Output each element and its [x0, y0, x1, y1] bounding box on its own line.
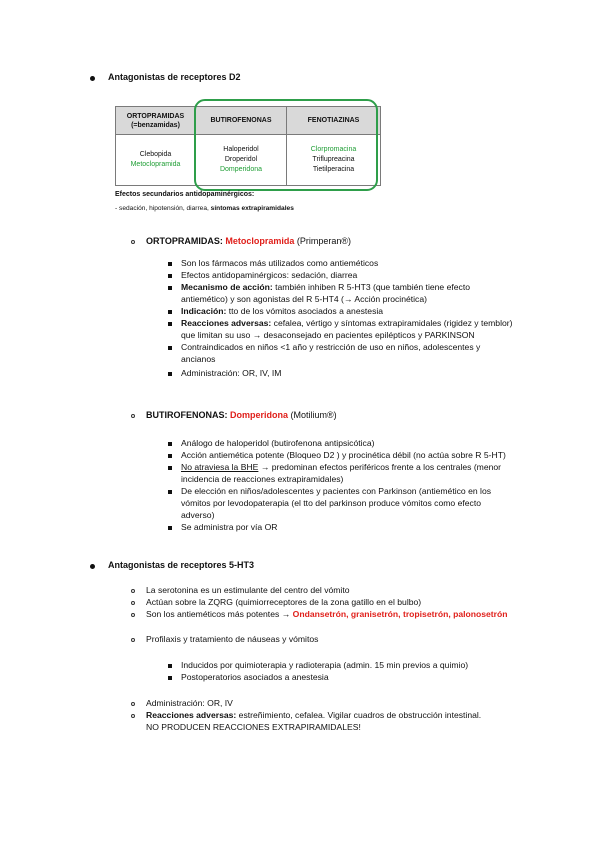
section-heading-ht3: Antagonistas de receptores 5-HT3: [108, 560, 255, 570]
table-cell-ortopramidas: [116, 135, 196, 186]
bullet-dot: [90, 564, 95, 569]
bullet-square: [168, 262, 172, 266]
butirofenonas-label: BUTIROFENONAS: [146, 410, 225, 420]
bullet-square: [168, 372, 172, 376]
side-effects-text: [115, 205, 294, 212]
item-text: → predominan efectos periféricos frente a los centrales (menor: [258, 462, 502, 472]
drug-clebopida: Clebopida: [139, 151, 172, 158]
ht3-subpoint: Postoperatorios asociados a anestesia: [181, 672, 329, 682]
butirofenonas-sep: :: [224, 410, 230, 420]
butirofenonas-brand: (Motilium®): [288, 410, 337, 420]
item-bold: Mecanismo de acción:: [181, 282, 273, 292]
drug-clorpromacina: Clorpromacina: [310, 146, 357, 153]
bullet-square: [168, 490, 172, 494]
section-heading-d2: Antagonistas de receptores D2: [108, 72, 241, 82]
table-highlight-frame: [194, 99, 378, 191]
bullet-square: [168, 454, 172, 458]
point-text: estreñimiento, cefalea. Vigilar cuadros de obstrucción intestinal.: [236, 710, 482, 720]
bullet-circle: [131, 638, 135, 642]
drug-domperidona: Domperidona: [219, 166, 263, 173]
ortopramidas-item: [181, 306, 383, 317]
bullet-circle: [131, 714, 135, 718]
bullet-circle: [131, 601, 135, 605]
bullet-circle: [131, 589, 135, 593]
ortopramidas-item: Son los fármacos más utilizados como antieméticos: [181, 258, 379, 268]
point-drugs: Ondansetrón, granisetrón, tropisetrón, palonosetrón: [292, 609, 508, 619]
table-header-butirofenonas: BUTIROFENONAS: [196, 107, 287, 135]
ortopramidas-label: ORTOPRAMIDAS: [146, 236, 220, 246]
side-effects-bold: síntomas extrapiramidales: [210, 205, 294, 212]
ortopramidas-item-cont: ancianos: [181, 354, 216, 364]
point-bold: Reacciones adversas:: [146, 710, 237, 720]
bullet-square: [168, 442, 172, 446]
table-header-fenotiazinas: FENOTIAZINAS: [287, 107, 381, 135]
item-bold: Indicación:: [181, 306, 227, 316]
bullet-circle: [131, 414, 135, 418]
butirofenonas-item: Análogo de haloperidol (butirofenona antipsicótica): [181, 438, 375, 448]
ortopramidas-item: Administración: OR, IV, IM: [181, 368, 282, 378]
bullet-circle: [131, 613, 135, 617]
ortopramidas-drug: Metoclopramida: [225, 236, 295, 246]
butirofenonas-item: De elección en niños/adolescentes y pacientes con Parkinson (antiemético en los: [181, 486, 492, 496]
table-header-ortopramidas: ORTOPRAMIDAS (=benzamidas): [116, 107, 196, 135]
ortopramidas-item: [181, 318, 513, 329]
butirofenonas-item: [181, 462, 501, 473]
butirofenonas-item: Se administra por vía OR: [181, 522, 278, 532]
butirofenonas-item-cont: incidencia de reacciones extrapiramidales): [181, 474, 344, 484]
butirofenonas-item-cont: vómitos por levodopaterapia (el tto del parkinson produce vómitos como efecto: [181, 498, 481, 508]
ht3-point: [146, 609, 508, 620]
item-bold: Reacciones adversas:: [181, 318, 272, 328]
ht3-point-cont: NO PRODUCEN REACCIONES EXTRAPIRAMIDALES!: [146, 722, 361, 732]
item-text: cefalea, vértigo y síntomas extrapiramidales (rigidez y temblor): [271, 318, 513, 328]
bullet-square: [168, 676, 172, 680]
drug-metoclopramida: Metoclopramida: [130, 161, 181, 168]
ortopramidas-item-cont: antiemético) y son agonistas del R 5-HT4 (→ Acción procinética): [181, 294, 427, 304]
ortopramidas-sep: :: [219, 236, 226, 246]
bullet-square: [168, 310, 172, 314]
ht3-point: Administración: OR, IV: [146, 698, 233, 708]
side-effects-normal: - sedación, hipotensión, diarrea,: [115, 205, 211, 212]
butirofenonas-drug: Domperidona: [230, 410, 289, 420]
ht3-point: La serotonina es un estimulante del centro del vómito: [146, 585, 350, 595]
bullet-square: [168, 346, 172, 350]
item-text: también inhiben R 5-HT3 (que también tiene efecto: [272, 282, 470, 292]
bullet-dot: [90, 76, 95, 81]
ht3-point: Actúan sobre la ZQRG (quimiorreceptores de la zona gatillo en el bulbo): [146, 597, 422, 607]
ht3-point: [146, 710, 481, 721]
drug-droperidol: Droperidol: [224, 156, 258, 163]
drug-tietilperacina: Tietilperacina: [312, 166, 355, 173]
bullet-circle: [131, 702, 135, 706]
bullet-circle: [131, 240, 135, 244]
bullet-square: [168, 526, 172, 530]
bullet-square: [168, 286, 172, 290]
ortopramidas-heading: [146, 236, 351, 247]
bullet-square: [168, 664, 172, 668]
butirofenonas-item-cont: adverso): [181, 510, 215, 520]
bullet-square: [168, 322, 172, 326]
drug-haloperidol: Haloperidol: [223, 146, 259, 153]
ortopramidas-item: Efectos antidopaminérgicos: sedación, diarrea: [181, 270, 358, 280]
ortopramidas-brand: (Primperan®): [294, 236, 352, 246]
ortopramidas-item-cont: que limitan su uso → desaconsejado en pacientes epilépticos y PARKINSON: [181, 330, 475, 340]
butirofenonas-heading: [146, 410, 337, 421]
ht3-point: Profilaxis y tratamiento de náuseas y vómitos: [146, 634, 319, 644]
ht3-subpoint: Inducidos por quimioterapia y radioterapia (admin. 15 min previos a quimio): [181, 660, 469, 670]
ortopramidas-item: Contraindicados en niños <1 año y restricción de uso en niños, adolescentes y: [181, 342, 481, 352]
item-underlined: No atraviesa la BHE: [181, 462, 259, 472]
item-text: tto de los vómitos asociados a anestesia: [226, 306, 384, 316]
butirofenonas-item: Acción antiemética potente (Bloqueo D2 ) y procinética débil (no actúa sobre R 5-HT): [181, 450, 506, 460]
drug-triflupreacina: Triflupreacina: [312, 156, 355, 163]
bullet-square: [168, 274, 172, 278]
point-text: Son los antieméticos más potentes →: [146, 609, 293, 619]
bullet-square: [168, 466, 172, 470]
side-effects-title: Efectos secundarios antidopaminérgicos:: [115, 191, 255, 198]
ortopramidas-item: [181, 282, 470, 293]
